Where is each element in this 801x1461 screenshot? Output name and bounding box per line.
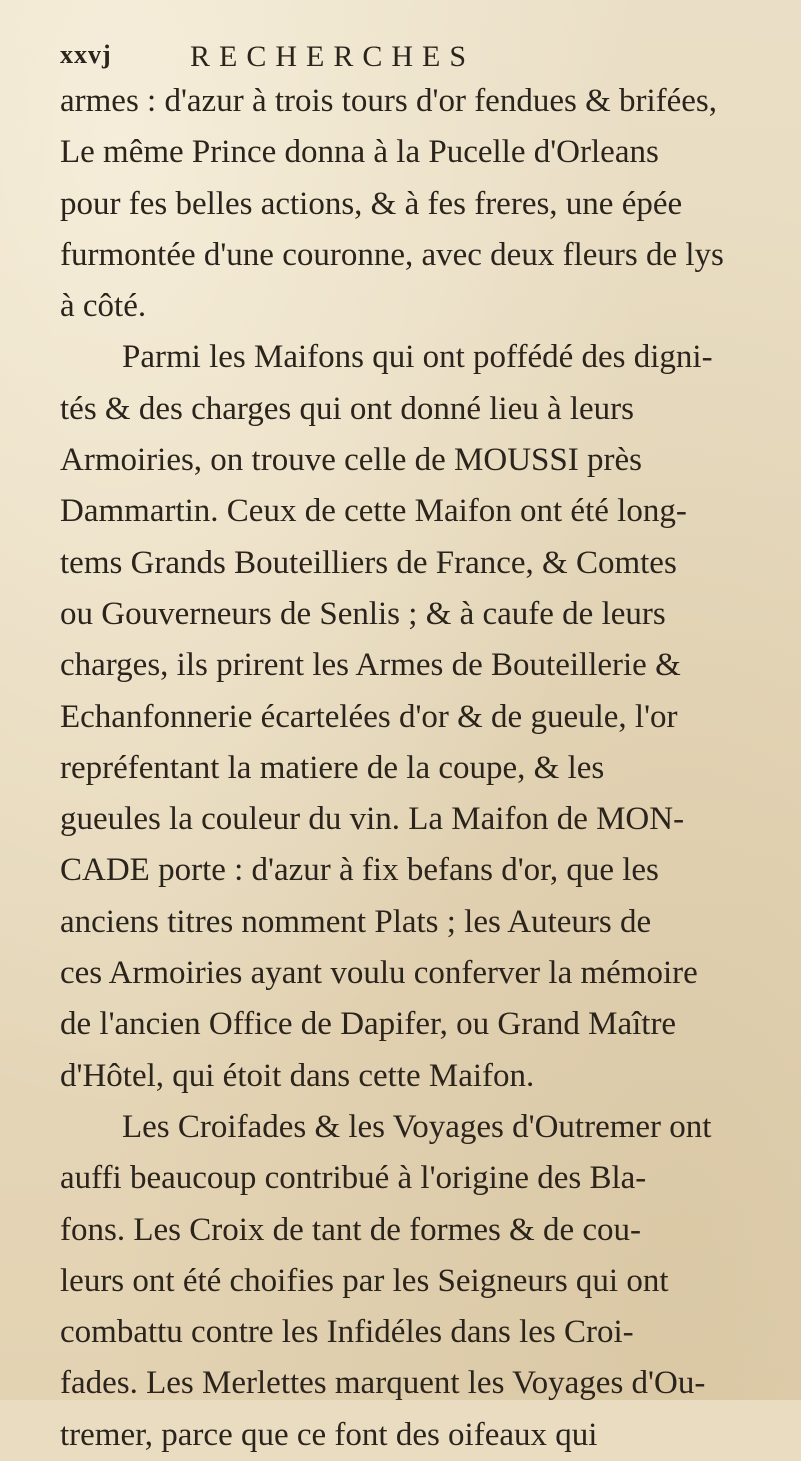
text-line: charges, ils prirent les Armes de Bouteillerie & (60, 647, 681, 684)
text-line: leurs ont été choifies par les Seigneurs qui ont (60, 1262, 669, 1299)
text-line: de l'ancien Office de Dapifer, ou Grand Maître (60, 1006, 677, 1043)
text-line: fons. Les Croix de tant de formes & de cou- (60, 1211, 642, 1248)
text-line: furmontée d'une couronne, avec deux fleurs de lys (60, 236, 724, 273)
running-head: RECHERCHES (190, 40, 476, 73)
text-line: Armoiries, on trouve celle de MOUSSI près (60, 442, 642, 479)
text-line: tems Grands Bouteilliers de France, & Comtes (60, 544, 677, 581)
text-line: combattu contre les Infidéles dans les Croi- (60, 1314, 634, 1351)
text-line: ces Armoiries ayant voulu conferver la mémoire (60, 955, 698, 992)
body-text (60, 76, 790, 1461)
text-line: Dammartin. Ceux de cette Maifon ont été long- (60, 493, 687, 530)
text-line: tremer, parce que ce font des oifeaux qui (60, 1416, 598, 1453)
text-line: d'Hôtel, qui étoit dans cette Maifon. (60, 1057, 535, 1094)
text-line: gueules la couleur du vin. La Maifon de MON- (60, 801, 685, 838)
paragraph-start-line: Parmi les Maifons qui ont poffédé des digni- (122, 339, 713, 376)
text-line: tés & des charges qui ont donné lieu à leurs (60, 390, 635, 427)
text-line: fades. Les Merlettes marquent les Voyages d'Ou- (60, 1365, 706, 1402)
page-number: xxvj (60, 40, 112, 69)
text-line: Echanfonnerie écartelées d'or & de gueule, l'or (60, 698, 678, 735)
text-line: pour fes belles actions, & à fes freres, une épée (60, 185, 683, 222)
text-line: CADE porte : d'azur à fix befans d'or, que les (60, 852, 659, 889)
text-line: armes : d'azur à trois tours d'or fendues & brifées, (60, 83, 718, 119)
text-line: Le même Prince donna à la Pucelle d'Orleans (60, 134, 659, 171)
text-line: ou Gouverneurs de Senlis ; & à caufe de leurs (60, 595, 666, 632)
paragraph-start-line: Les Croifades & les Voyages d'Outremer ont (122, 1108, 712, 1145)
page-header (60, 40, 760, 76)
text-line: repréfentant la matiere de la coupe, & les (60, 749, 605, 786)
text-line: auffi beaucoup contribué à l'origine des Bla- (60, 1160, 647, 1197)
text-line: anciens titres nomment Plats ; les Auteurs de (60, 903, 652, 940)
text-line: à côté. (60, 288, 147, 325)
